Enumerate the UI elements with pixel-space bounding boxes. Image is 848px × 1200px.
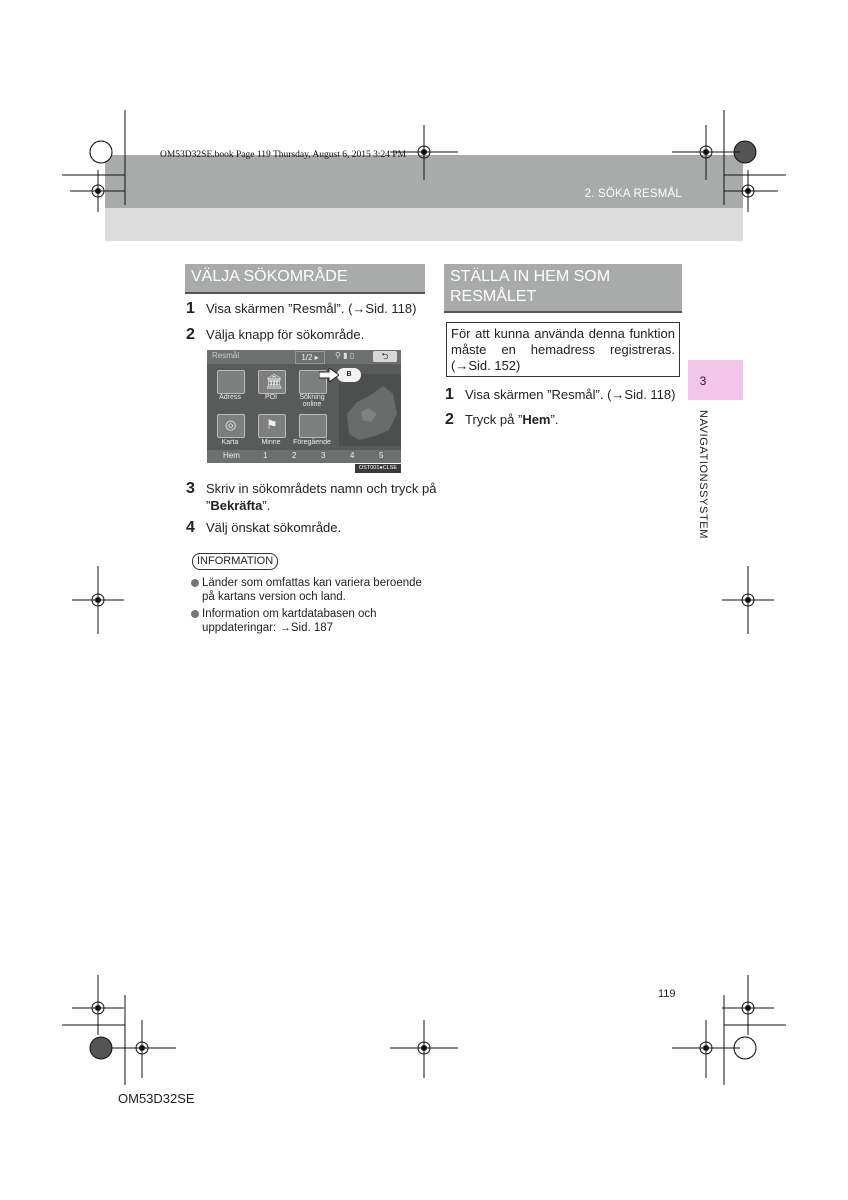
screen-title: Resmål [212, 351, 240, 360]
tile-label: Sökning online [299, 394, 325, 408]
step-text: Välj önskat sökområde. [206, 520, 342, 535]
screen-page-indicator: 1/2 ▸ [295, 351, 325, 364]
bold-term: Bekräfta [210, 498, 263, 513]
flag-icon: ⚑ [258, 414, 286, 438]
document-code: OM53D32SE [118, 1091, 195, 1106]
information-badge: INFORMATION [192, 553, 278, 570]
step-number: 3 [186, 480, 195, 497]
preset-5: 5 [379, 451, 384, 460]
notice-box: För att kunna använda denna funktion måste en hemadress registreras. (→Sid. 152) [446, 322, 680, 377]
preset-home: Hem [223, 451, 240, 460]
signal-icon: ⚲ ▮ ▯ [335, 351, 355, 360]
search-area-button: B [337, 368, 361, 382]
back-icon: ⮌ [373, 351, 397, 362]
step-3-continued: ”Bekräfta”. [206, 498, 271, 513]
section-heading-valja-sokomrade: VÄLJA SÖKOMRÅDE [185, 264, 425, 293]
chapter-tab-label: NAVIGATIONSSYSTEM [697, 410, 709, 539]
step-text: Skriv in sökområdets namn och tryck på [206, 481, 437, 496]
tile-label: Föregående [293, 439, 331, 446]
section-heading-stalla-in-hem: STÄLLA IN HEM SOM RESMÅLET [444, 264, 682, 312]
page-number: 119 [658, 988, 676, 1000]
tile-label: POI [264, 394, 278, 401]
compass-icon: ◎ [217, 414, 245, 438]
right-step-2: 2 Tryck på ”Hem”. [445, 411, 559, 428]
poi-icon: 🏛 [258, 370, 286, 394]
step-text: Visa skärmen ”Resmål”. (→Sid. 118) [206, 301, 417, 316]
figure-code: OST001●CLSE [355, 464, 401, 473]
step-number: 2 [186, 326, 195, 343]
tile-label: Karta [221, 439, 239, 446]
tile-label: Adress [219, 394, 241, 401]
preset-2: 2 [292, 451, 297, 460]
preset-1: 1 [263, 451, 268, 460]
info-bullet-1: Länder som omfattas kan variera beroende på kartans version och land. [191, 576, 423, 604]
step-number: 2 [445, 411, 454, 428]
info-bullet-2: Information om kartdatabasen och uppdateringar: →Sid. 187 [191, 607, 423, 635]
tile-label: Minne [261, 439, 281, 446]
step-text: Välja knapp för sökområde. [206, 327, 365, 342]
book-info-line: OM53D32SE.book Page 119 Thursday, August 6, 2015 3:24 PM [160, 150, 407, 160]
chapter-tab-number: 3 [699, 374, 707, 388]
preset-4: 4 [350, 451, 355, 460]
step-text: Visa skärmen ”Resmål”. (→Sid. 118) [465, 387, 676, 402]
step-number: 4 [186, 519, 195, 536]
step-number: 1 [186, 300, 195, 317]
bold-term: Hem [522, 412, 551, 427]
preset-3: 3 [321, 451, 326, 460]
chapter-title: 2. SÖKA RESMÅL [584, 188, 682, 200]
step-number: 1 [445, 386, 454, 403]
